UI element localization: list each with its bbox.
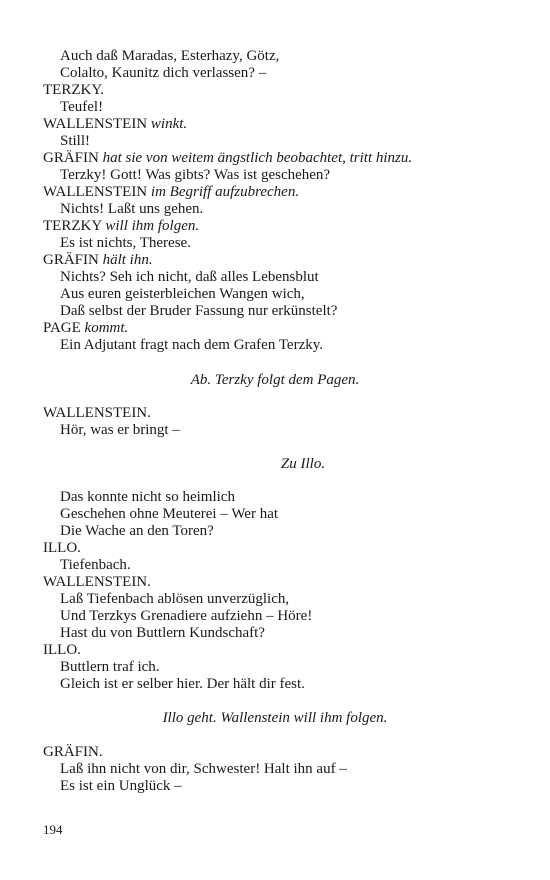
speaker-line bbox=[43, 252, 153, 269]
verse-line: Aus euren geisterbleichen Wangen wich, bbox=[60, 286, 305, 302]
verse-line: Die Wache an den Toren? bbox=[60, 523, 214, 539]
speaker-name: WALLENSTEIN. bbox=[43, 405, 151, 421]
verse-line: Geschehen ohne Meuterei – Wer hat bbox=[60, 506, 279, 522]
verse-line: Buttlern traf ich. bbox=[60, 659, 160, 675]
stage-direction: will ihm folgen. bbox=[105, 218, 200, 234]
speaker-name: ILLO. bbox=[43, 540, 81, 556]
verse-line: Es ist ein Unglück – bbox=[60, 778, 182, 794]
verse-line: Das konnte nicht so heimlich bbox=[60, 489, 235, 505]
verse-line: Auch daß Maradas, Esterhazy, Götz, bbox=[60, 48, 280, 64]
verse-line: Teufel! bbox=[60, 99, 104, 115]
verse-line: Es ist nichts, Therese. bbox=[60, 235, 191, 251]
stage-direction: winkt. bbox=[150, 116, 188, 132]
speaker-line bbox=[43, 744, 103, 761]
speaker-line bbox=[43, 184, 299, 201]
speaker-line bbox=[43, 405, 151, 422]
speaker-line bbox=[43, 540, 81, 557]
speaker-name: TERZKY bbox=[43, 218, 102, 234]
speaker-name: GRÄFIN bbox=[43, 150, 99, 166]
verse-line: Hör, was er bringt – bbox=[60, 422, 180, 438]
speaker-name: GRÄFIN bbox=[43, 252, 99, 268]
speaker-line bbox=[43, 642, 81, 659]
speaker-name: WALLENSTEIN bbox=[43, 116, 148, 132]
verse-line: Laß Tiefenbach ablösen unverzüglich, bbox=[60, 591, 290, 607]
speaker-name: GRÄFIN. bbox=[43, 744, 103, 760]
verse-line: Daß selbst der Bruder Fassung nur erkünstelt? bbox=[60, 303, 338, 319]
speaker-line bbox=[43, 320, 128, 337]
stage-direction: hält ihn. bbox=[102, 252, 153, 268]
verse-line: Hast du von Buttlern Kundschaft? bbox=[60, 625, 265, 641]
speaker-line bbox=[43, 150, 412, 167]
speaker-line bbox=[43, 574, 151, 591]
verse-line: Colalto, Kaunitz dich verlassen? – bbox=[60, 65, 267, 81]
speaker-line bbox=[43, 116, 187, 133]
stage-direction-centered: Ab. Terzky folgt dem Pagen. bbox=[190, 372, 360, 388]
verse-line: Terzky! Gott! Was gibts? Was ist geschehen? bbox=[60, 167, 331, 183]
verse-line: Und Terzkys Grenadiere aufziehn – Höre! bbox=[60, 608, 313, 624]
verse-line: Gleich ist er selber hier. Der hält dir fest. bbox=[60, 676, 305, 692]
page-number: 194 bbox=[43, 822, 63, 837]
verse-line: Nichts! Laßt uns gehen. bbox=[60, 201, 204, 217]
verse-line: Laß ihn nicht von dir, Schwester! Halt ihn auf – bbox=[60, 761, 347, 777]
stage-direction: im Begriff aufzubrechen. bbox=[150, 184, 300, 200]
speaker-name: ILLO. bbox=[43, 642, 81, 658]
speaker-name: WALLENSTEIN bbox=[43, 184, 148, 200]
verse-line: Nichts? Seh ich nicht, daß alles Lebensblut bbox=[60, 269, 319, 285]
stage-direction-centered: Zu Illo. bbox=[280, 456, 326, 472]
verse-line: Tiefenbach. bbox=[60, 557, 131, 573]
verse-line: Still! bbox=[60, 133, 91, 149]
speaker-name: PAGE bbox=[43, 320, 81, 336]
verse-line: Ein Adjutant fragt nach dem Grafen Terzky. bbox=[60, 337, 324, 353]
stage-direction-centered: Illo geht. Wallenstein will ihm folgen. bbox=[162, 710, 388, 726]
stage-direction: kommt. bbox=[84, 320, 129, 336]
speaker-name: TERZKY. bbox=[43, 82, 104, 98]
speaker-line bbox=[43, 218, 199, 235]
speaker-name: WALLENSTEIN. bbox=[43, 574, 151, 590]
speaker-line bbox=[43, 82, 104, 99]
stage-direction: hat sie von weitem ängstlich beobachtet, tritt hinzu. bbox=[102, 150, 413, 166]
